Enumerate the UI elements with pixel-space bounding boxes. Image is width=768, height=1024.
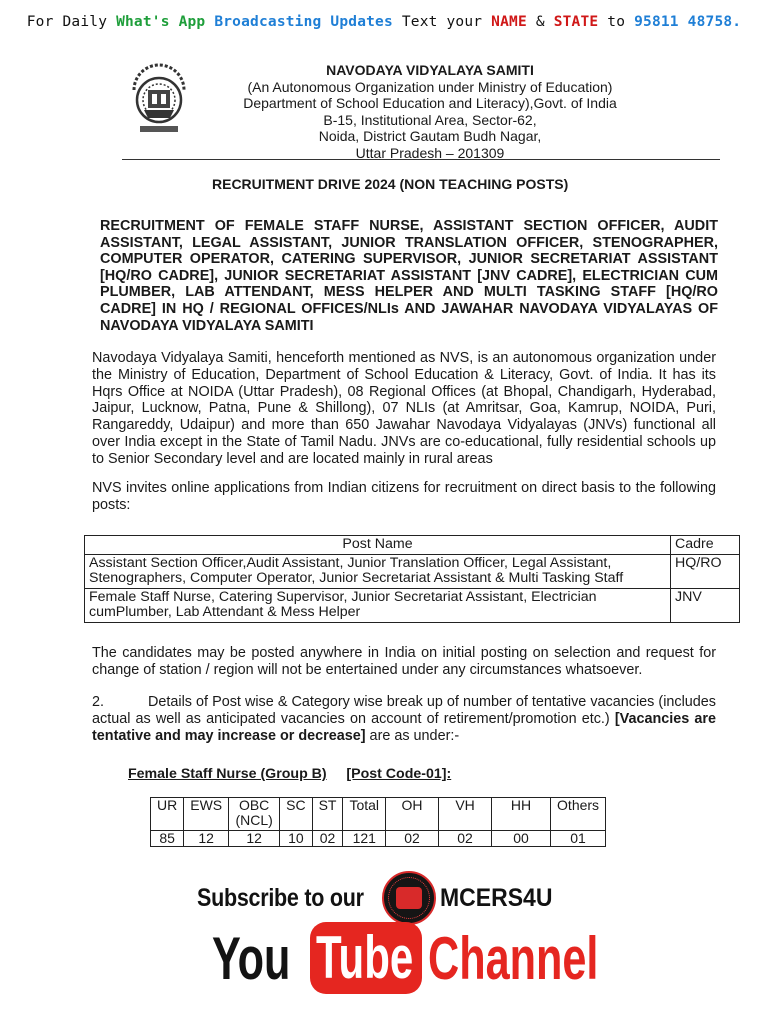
paragraph-bold-note: [Vacancies are tentative and may increase or decrease]: [92, 710, 716, 744]
channel-logo-icon[interactable]: [382, 871, 436, 925]
post-code: [Post Code-01]:: [346, 766, 452, 782]
organization-name: NAVODAYA VIDYALAYA SAMITI: [326, 62, 534, 78]
banner-text: For Daily: [26, 14, 117, 30]
vacancy-value: 85: [151, 831, 184, 847]
vacancy-table: [150, 797, 606, 847]
table-row: [85, 554, 740, 588]
post-name: Female Staff Nurse (Group B): [128, 766, 327, 782]
vacancy-header: VH: [439, 798, 492, 831]
banner-whatsapp: What's App: [116, 14, 206, 30]
post-subheading: [128, 766, 451, 782]
vacancy-header: OBC (NCL): [229, 798, 280, 831]
vacancy-header: UR: [151, 798, 184, 831]
intro-paragraph: Navodaya Vidyalaya Samiti, henceforth mentioned as NVS, is an autonomous organization under the Ministry of Education, Department of School Education & Literacy, Govt. of India. It has its Hqrs Office at NOIDA (Uttar Pradesh), 08 Regional Offices (at Bhopal, Chandigarh, Hyderabad, Jaipur, Lucknow, Patna, Pune & Shillong), 07 NLIs (at Amritsar, Goa, Kamrup, NOIDA, Puri, Rangareddy, Udaipur) and more than 650 Jawahar Navodaya Vidyalayas (JNVs) functional all over India except in the State of Tamil Nadu. JNVs are co-educational, fully residential schools up to Senior Secondary level and are located mainly in rural areas: [92, 350, 716, 467]
post-cell: Female Staff Nurse, Catering Supervisor, Junior Secretariat Assistant, Electrician cumPlumber, Lab Attendant & Mess Helper: [85, 588, 671, 622]
youtube-tube-box: [310, 922, 422, 994]
banner-text: &: [526, 14, 554, 30]
banner-state: STATE: [553, 14, 599, 30]
banner-broadcasting: Broadcasting Updates: [214, 14, 393, 30]
banner-text: Text your: [392, 14, 492, 30]
banner-phone: 95811 48758.: [634, 14, 742, 30]
youtube-channel-button[interactable]: [212, 922, 608, 1002]
col-post-name: Post Name: [85, 536, 671, 555]
table-row: [85, 588, 740, 622]
vacancy-value: 12: [184, 831, 229, 847]
vacancy-value-row: [151, 831, 606, 847]
col-cadre: Cadre: [671, 536, 740, 555]
vacancy-header: SC: [280, 798, 312, 831]
cadre-cell: HQ/RO: [671, 554, 740, 588]
header-line: (An Autonomous Organization under Ministry of Education): [247, 78, 613, 95]
vacancy-value: 02: [386, 831, 439, 847]
vacancy-header: HH: [492, 798, 551, 831]
recruitment-drive-title: RECRUITMENT DRIVE 2024 (NON TEACHING POSTS): [212, 176, 569, 192]
invite-paragraph: NVS invites online applications from Indian citizens for recruitment on direct basis to the following posts:: [92, 480, 716, 513]
organization-header: [200, 62, 660, 161]
youtube-channel-word: Channel: [428, 925, 599, 992]
header-line: Uttar Pradesh – 201309: [355, 144, 505, 161]
vacancy-header: Total: [343, 798, 386, 831]
vacancy-value: 10: [280, 831, 312, 847]
vacancy-value: 02: [312, 831, 343, 847]
header-line: B-15, Institutional Area, Sector-62,: [323, 111, 537, 128]
banner-text: to: [598, 14, 635, 30]
cadre-cell: JNV: [671, 588, 740, 622]
vacancy-value: 121: [343, 831, 386, 847]
header-divider: [122, 159, 720, 160]
paragraph-number: 2.: [92, 694, 105, 710]
nvs-emblem-icon: [126, 60, 192, 140]
vacancy-details-paragraph: [92, 694, 716, 744]
subscribe-text: Subscribe to our: [197, 884, 364, 912]
posting-paragraph: The candidates may be posted anywhere in India on initial posting on selection and request for change of station / region will not be entertained under any circumstances whatsoever.: [92, 645, 716, 678]
whatsapp-banner: [0, 14, 768, 30]
vacancy-header: ST: [312, 798, 343, 831]
youtube-tube: Tube: [316, 924, 414, 991]
banner-name: NAME: [491, 14, 527, 30]
channel-name: MCERS4U: [440, 884, 553, 912]
youtube-you: You: [212, 925, 291, 992]
vacancy-header: OH: [386, 798, 439, 831]
posts-table: [84, 535, 740, 623]
header-line: Department of School Education and Literacy),Govt. of India: [243, 95, 617, 111]
vacancy-header-row: [151, 798, 606, 831]
paragraph-tail: are as under:-: [365, 727, 460, 744]
header-line: Noida, District Gautam Budh Nagar,: [318, 128, 542, 144]
vacancy-value: 01: [551, 831, 606, 847]
post-cell: Assistant Section Officer,Audit Assistant, Junior Translation Officer, Legal Assistant, Stenographers, Computer Operator, Junior Secretariat Assistant & Multi Tasking Staff: [85, 554, 671, 588]
vacancy-header: Others: [551, 798, 606, 831]
document-title: RECRUITMENT OF FEMALE STAFF NURSE, ASSISTANT SECTION OFFICER, AUDIT ASSISTANT, LEGAL ASSISTANT, JUNIOR TRANSLATION OFFICER, STENOGRAPHER, COMPUTER OPERATOR, CATERING SUPERVISOR, JUNIOR SECRETARIAT ASSISTANT [HQ/RO CADRE], JUNIOR SECRETARIAT ASSISTANT [JNV CADRE], ELECTRICIAN CUM PLUMBER, LAB ATTENDANT, MESS HELPER AND MULTI TASKING STAFF [HQ/RO CADRE] IN HQ / REGIONAL OFFICES/NLIs AND JAWAHAR NAVODAYA VIDYALAYAS OF NAVODAYA VIDYALAYA SAMITI: [100, 218, 718, 334]
paragraph-text: Details of Post wise & Category wise break up of number of tentative vacancies (includes actual as well as anticipated vacancies on account of retirement/promotion etc.): [92, 694, 716, 727]
vacancy-value: 12: [229, 831, 280, 847]
vacancy-value: 00: [492, 831, 551, 847]
vacancy-value: 02: [439, 831, 492, 847]
vacancy-header: EWS: [184, 798, 229, 831]
